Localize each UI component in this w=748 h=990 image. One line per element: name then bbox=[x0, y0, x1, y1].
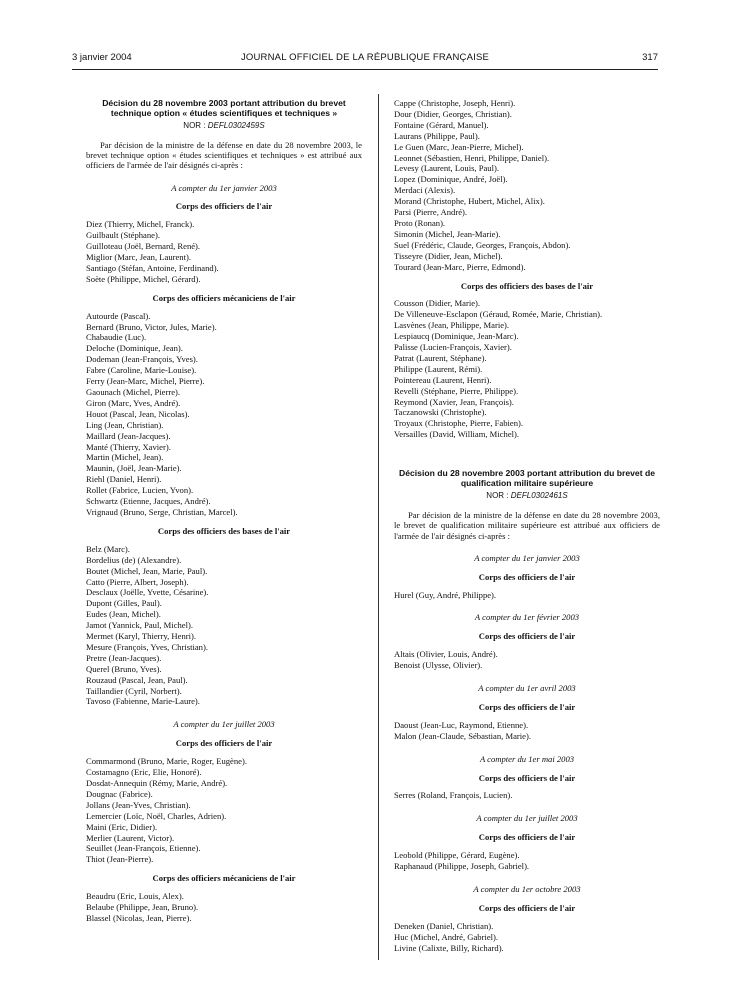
name-entry: Taczanowski (Christophe). bbox=[394, 407, 487, 418]
name-entry: Giron (Marc, Yves, André). bbox=[86, 397, 181, 408]
name-entry: Maunin, (Joël, Jean-Marie). bbox=[86, 463, 182, 474]
decision-title: Décision du 28 novembre 2003 portant attribution du brevet technique option « études scientifiques et techniques » bbox=[102, 98, 346, 118]
name-entry: Lemercier (Loïc, Noël, Charles, Adrien). bbox=[86, 810, 227, 821]
header-date: 3 janvier 2004 bbox=[72, 52, 132, 63]
name-entry: Dougnac (Fabrice). bbox=[86, 788, 153, 799]
name-entry: Miglior (Marc, Jean, Laurent). bbox=[86, 252, 191, 263]
name-entry: Beaudru (Eric, Louis, Alex). bbox=[86, 891, 184, 902]
name-entry: Lespiaucq (Dominique, Jean-Marc). bbox=[394, 331, 519, 342]
corps-heading: Corps des officiers mécaniciens de l'air bbox=[152, 873, 296, 884]
corps-heading: Corps des officiers de l'air bbox=[175, 201, 273, 212]
name-entry: Eudes (Jean, Michel). bbox=[86, 609, 161, 620]
name-list bbox=[86, 544, 362, 708]
name-entry: Houot (Pascal, Jean, Nicolas). bbox=[86, 408, 190, 419]
name-entry: Dosdat-Annequin (Rémy, Marie, André). bbox=[86, 778, 228, 789]
name-entry: Le Guen (Marc, Jean-Pierre, Michel). bbox=[394, 141, 524, 152]
name-entry: Guilbault (Stéphane). bbox=[86, 230, 160, 241]
name-entry: Laurans (Philippe, Paul). bbox=[394, 130, 480, 141]
effective-date: A compter du 1er juillet 2003 bbox=[476, 813, 578, 824]
nor-reference-2 bbox=[394, 491, 660, 502]
name-list bbox=[86, 756, 362, 865]
name-entry: Altais (Olivier, Louis, André). bbox=[394, 649, 498, 660]
name-entry: Fontaine (Gérard, Manuel). bbox=[394, 119, 489, 130]
name-entry: Patrat (Laurent, Stéphane). bbox=[394, 352, 487, 363]
name-entry: Dour (Didier, Georges, Christian). bbox=[394, 108, 512, 119]
name-entry: Gaounach (Michel, Pierre). bbox=[86, 387, 181, 398]
name-list bbox=[86, 219, 362, 284]
name-entry: Bordelius (de) (Alexandre). bbox=[86, 554, 182, 565]
corps-heading: Corps des officiers de l'air bbox=[478, 571, 576, 582]
name-list bbox=[86, 311, 362, 518]
name-list bbox=[394, 850, 660, 872]
corps-heading: Corps des officiers de l'air bbox=[478, 832, 576, 843]
corps-heading: Corps des officiers des bases de l'air bbox=[460, 280, 594, 291]
name-entry: Versailles (David, William, Michel). bbox=[394, 429, 520, 440]
name-list bbox=[394, 790, 660, 801]
name-entry: Manté (Thierry, Xavier). bbox=[86, 441, 171, 452]
name-entry: Querel (Bruno, Yves). bbox=[86, 663, 162, 674]
name-entry: Deloche (Dominique, Jean). bbox=[86, 343, 183, 354]
name-entry: Maini (Eric, Didier). bbox=[86, 821, 158, 832]
corps-heading: Corps des officiers mécaniciens de l'air bbox=[152, 292, 296, 303]
corps-heading: Corps des officiers de l'air bbox=[478, 701, 576, 712]
name-entry: Schwartz (Etienne, Jacques, André). bbox=[86, 496, 211, 507]
left-column bbox=[86, 98, 362, 924]
name-entry: Troyaux (Christophe, Pierre, Fabien). bbox=[394, 418, 524, 429]
name-entry: Philippe (Laurent, Rémi). bbox=[394, 363, 483, 374]
journal-title: JOURNAL OFFICIEL DE LA RÉPUBLIQUE FRANÇAISE bbox=[240, 52, 490, 63]
name-entry: Belaube (Philippe, Jean, Bruno). bbox=[86, 902, 199, 913]
name-entry: Proto (Ronan). bbox=[394, 217, 446, 228]
name-entry: Tavoso (Fabienne, Marie-Laure). bbox=[86, 696, 200, 707]
name-list bbox=[394, 921, 660, 954]
name-entry: Blassel (Nicolas, Jean, Pierre). bbox=[86, 912, 192, 923]
name-entry: Leonnet (Sébastien, Henri, Philippe, Daniel). bbox=[394, 152, 550, 163]
name-entry: Malon (Jean-Claude, Sébastian, Marie). bbox=[394, 730, 531, 741]
name-entry: Chabaudie (Luc). bbox=[86, 332, 147, 343]
name-entry: Daoust (Jean-Luc, Raymond, Etienne). bbox=[394, 719, 529, 730]
name-entry: Cousson (Didier, Marie). bbox=[394, 298, 481, 309]
name-entry: Soète (Philippe, Michel, Gérard). bbox=[86, 273, 201, 284]
bases-name-list bbox=[394, 298, 660, 440]
effective-date: A compter du 1er février 2003 bbox=[474, 612, 580, 623]
name-entry: Boutet (Michel, Jean, Marie, Paul). bbox=[86, 565, 208, 576]
nor-code: DEFL0302459S bbox=[207, 121, 265, 130]
name-entry: Revelli (Stéphane, Pierre, Philippe). bbox=[394, 385, 519, 396]
effective-date: A compter du 1er janvier 2003 bbox=[171, 182, 277, 193]
decision-paragraph: Par décision de la ministre de la défense en date du 28 novembre 2003, le brevet technique option « études scientifiques et techniques » est attribué aux officiers de l'armée de l'air désignés ci-après : bbox=[86, 139, 362, 171]
name-entry: Ling (Jean, Christian). bbox=[86, 419, 164, 430]
decision-title-2: Décision du 28 novembre 2003 portant attribution du brevet de qualification militaire supérieure bbox=[399, 468, 655, 489]
name-entry: Morand (Christophe, Hubert, Michel, Alix). bbox=[394, 196, 545, 207]
right-column bbox=[394, 98, 660, 954]
name-entry: Parsi (Pierre, André). bbox=[394, 207, 468, 218]
name-entry: Rollet (Fabrice, Lucien, Yvon). bbox=[86, 485, 194, 496]
name-entry: Tisseyre (Didier, Jean, Michel). bbox=[394, 250, 503, 261]
nor-label: NOR : bbox=[486, 491, 511, 501]
name-entry: Seuillet (Jean-François, Etienne). bbox=[86, 843, 201, 854]
name-list bbox=[394, 649, 660, 671]
name-entry: Cappe (Christophe, Joseph, Henri). bbox=[394, 98, 516, 108]
effective-date: A compter du 1er octobre 2003 bbox=[473, 884, 581, 895]
nor-code: DEFL0302461S bbox=[510, 491, 568, 501]
name-entry: Fabre (Caroline, Marie-Louise). bbox=[86, 365, 197, 376]
name-entry: Taillandier (Cyril, Norbert). bbox=[86, 685, 182, 696]
corps-heading: Corps des officiers des bases de l'air bbox=[157, 525, 291, 536]
name-entry: Autourde (Pascal). bbox=[86, 310, 151, 321]
effective-date: A compter du 1er mai 2003 bbox=[479, 753, 575, 764]
name-entry: Lopez (Dominique, André, Joël). bbox=[394, 174, 508, 185]
corps-heading: Corps des officiers de l'air bbox=[478, 902, 576, 913]
name-list bbox=[394, 720, 660, 742]
column-divider bbox=[378, 94, 379, 960]
name-entry: Belz (Marc). bbox=[86, 543, 130, 554]
name-entry: Costamagno (Eric, Elie, Honoré). bbox=[86, 767, 202, 778]
name-entry: Reymond (Xavier, Jean, François). bbox=[394, 396, 514, 407]
name-entry: Catto (Pierre, Albert, Joseph). bbox=[86, 576, 189, 587]
name-entry: Mesure (François, Yves, Christian). bbox=[86, 641, 208, 652]
name-entry: Lasvènes (Jean, Philippe, Marie). bbox=[394, 320, 510, 331]
corps-heading: Corps des officiers de l'air bbox=[175, 738, 273, 749]
name-entry: Merdaci (Alexis). bbox=[394, 185, 456, 196]
name-entry: Simonin (Michel, Jean-Marie). bbox=[394, 228, 501, 239]
effective-date: A compter du 1er janvier 2003 bbox=[474, 552, 580, 563]
name-entry: Santiago (Stéfan, Antoine, Ferdinand). bbox=[86, 262, 219, 273]
name-entry: Hurel (Guy, André, Philippe). bbox=[394, 589, 497, 600]
name-entry: Bernard (Bruno, Victor, Jules, Marie). bbox=[86, 321, 217, 332]
name-entry: Rouzaud (Pascal, Jean, Paul). bbox=[86, 674, 188, 685]
name-entry: De Villeneuve-Esclapon (Géraud, Romée, Marie, Christian). bbox=[394, 309, 603, 320]
nor-reference bbox=[86, 121, 362, 132]
name-entry: Tourard (Jean-Marc, Pierre, Edmond). bbox=[394, 261, 526, 272]
name-entry: Benoist (Ulysse, Olivier). bbox=[394, 660, 483, 671]
name-entry: Pointereau (Laurent, Henri). bbox=[394, 374, 492, 385]
name-list bbox=[86, 891, 362, 924]
name-entry: Suel (Frédéric, Claude, Georges, François, Abdon). bbox=[394, 239, 571, 250]
name-entry: Riehl (Daniel, Henri). bbox=[86, 474, 162, 485]
effective-date: A compter du 1er avril 2003 bbox=[478, 683, 576, 694]
name-entry: Levesy (Laurent, Louis, Paul). bbox=[394, 163, 500, 174]
page-header bbox=[72, 52, 658, 70]
name-entry: Huc (Michel, André, Gabriel). bbox=[394, 931, 499, 942]
name-entry: Jollans (Jean-Yves, Christian). bbox=[86, 799, 191, 810]
name-entry: Jamot (Yannick, Paul, Michel). bbox=[86, 620, 194, 631]
decision-paragraph-2: Par décision de la ministre de la défense en date du 28 novembre 2003, le brevet de qualification militaire supérieure est attribué aux officiers de l'armée de l'air désignés ci-après : bbox=[394, 510, 660, 541]
name-entry: Leobold (Philippe, Gérard, Eugène). bbox=[394, 850, 520, 861]
corps-heading: Corps des officiers de l'air bbox=[478, 772, 576, 783]
name-entry: Commarmond (Bruno, Marie, Roger, Eugène). bbox=[86, 756, 247, 767]
page-number: 317 bbox=[642, 52, 658, 63]
effective-date: A compter du 1er juillet 2003 bbox=[173, 719, 275, 730]
name-entry: Guilloteau (Joël, Bernard, René). bbox=[86, 241, 201, 252]
name-entry: Pretre (Jean-Jacques). bbox=[86, 652, 162, 663]
corps-heading: Corps des officiers de l'air bbox=[478, 631, 576, 642]
name-entry: Desclaux (Joëlle, Yvette, Césarine). bbox=[86, 587, 209, 598]
name-entry: Diez (Thierry, Michel, Franck). bbox=[86, 219, 195, 230]
name-entry: Dupont (Gilles, Paul). bbox=[86, 598, 162, 609]
right-groups bbox=[394, 553, 660, 954]
name-entry: Dodeman (Jean-François, Yves). bbox=[86, 354, 198, 365]
name-entry: Mermet (Karyl, Thierry, Henri). bbox=[86, 631, 197, 642]
name-entry: Merlier (Laurent, Victor). bbox=[86, 832, 175, 843]
nor-label: NOR : bbox=[183, 121, 208, 130]
name-entry: Ferry (Jean-Marc, Michel, Pierre). bbox=[86, 376, 205, 387]
name-entry: Raphanaud (Philippe, Joseph, Gabriel). bbox=[394, 861, 530, 872]
name-entry: Palisse (Lucien-François, Xavier). bbox=[394, 342, 512, 353]
name-entry: Livine (Calixte, Billy, Richard). bbox=[394, 942, 504, 953]
name-entry: Vrignaud (Bruno, Serge, Christian, Marcel). bbox=[86, 506, 238, 517]
left-groups bbox=[86, 183, 362, 924]
continued-name-list bbox=[394, 98, 660, 273]
name-entry: Maillard (Jean-Jacques). bbox=[86, 430, 171, 441]
name-list bbox=[394, 590, 660, 601]
name-entry: Serres (Roland, François, Lucien). bbox=[394, 790, 513, 801]
name-entry: Deneken (Daniel, Christian). bbox=[394, 920, 494, 931]
name-entry: Thiot (Jean-Pierre). bbox=[86, 854, 154, 865]
name-entry: Martin (Michel, Jean). bbox=[86, 452, 164, 463]
